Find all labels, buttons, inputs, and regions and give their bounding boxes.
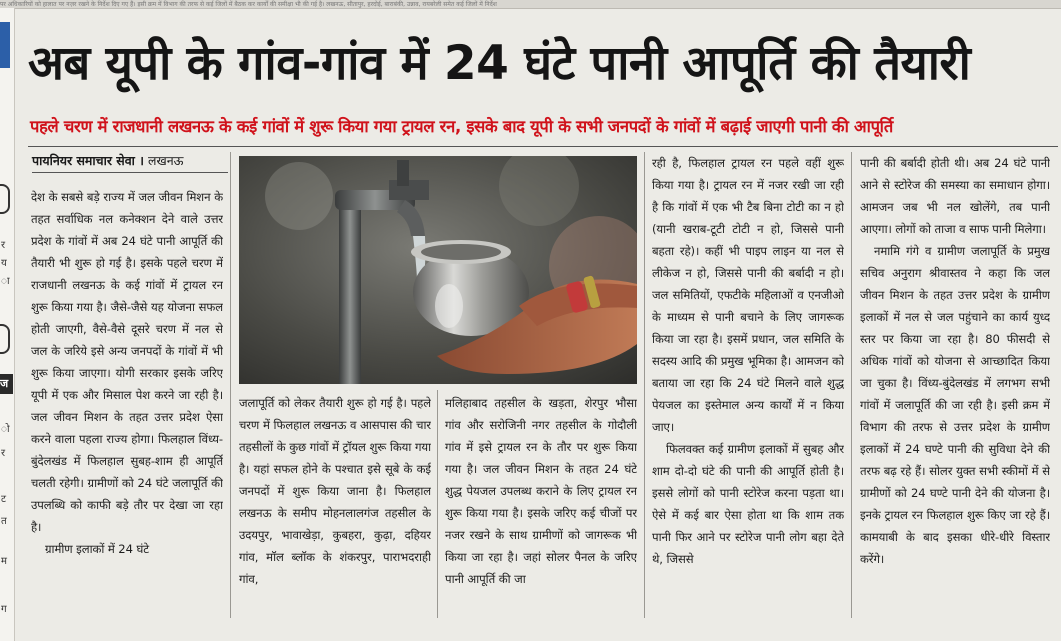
tap-water-illustration bbox=[239, 156, 637, 384]
subhead-rule bbox=[28, 146, 1058, 147]
article-column-3 bbox=[445, 392, 637, 618]
adjacent-fragment: ट bbox=[1, 494, 7, 505]
col1-para-2: ग्रामीण इलाकों में 24 घंटे bbox=[45, 542, 149, 556]
adjacent-fragment: य bbox=[1, 258, 7, 269]
adjacent-fragment: र bbox=[1, 448, 6, 459]
col1-para-1: देश के सबसे बड़े राज्य में जल जीवन मिशन के तहत सर्वाधिक नल कनेक्शन देने वाले उत्तर प्रदेश के गांवों में अब 24 घंटे पानी आपूर्ति की तैयारी भी शुरू हो गई है। इसके पहले चरण में राजधानी लखनऊ के कई गांवों में ट्रायल रन शुरू किया गया है। जैसे-जैसे यह योजना सफल होती जाएगी, वैसे-वैसे दूसरे चरण में नल से जल के जरिये इसे अन्य जनपदों के गांवों में भी शुरू किया जाएगा। योगी सरकार इसके जरिए यूपी में एक और मिसाल पेश करने जा रही है। जल जीवन मिशन के तहत उत्तर प्रदेश ऐसा करने वाला पहला राज्य होगा। फिलहाल विंध्य-बुंदेलखंड में फिलहाल सुबह-शाम ही आपूर्ति चलती रहेगी। ग्रामीणों को 24 घंटे जलापूर्ति की उपलब्धि को काफी बड़े तौर पर देखा जा रहा है। bbox=[31, 190, 223, 534]
adjacent-page-edge bbox=[0, 8, 15, 641]
adjacent-fragment: त bbox=[1, 516, 7, 527]
pipe bbox=[339, 196, 361, 384]
adjacent-ring-shape bbox=[0, 184, 10, 214]
article-column-4 bbox=[652, 152, 844, 618]
adjacent-ring-shape bbox=[0, 324, 10, 354]
adjacent-dark-box: ज bbox=[0, 374, 13, 394]
adjacent-fragment: ा bbox=[1, 276, 10, 287]
col4-para-2: फिलवक्त कई ग्रामीण इलाकों में सुबह और शाम दो-दो घंटे की पानी की आपूर्ति होती है। इससे लोगों को पानी स्टोरेज करना पड़ता था। ऐसे में कई बार ऐसा होता था कि शाम तक पानी फिर आने पर स्टोरेज पानी लोग बहा देते थे, जिससे bbox=[652, 442, 844, 566]
byline-rule bbox=[32, 172, 228, 173]
adjacent-fragment: र bbox=[1, 240, 6, 251]
tap-handle bbox=[397, 160, 409, 186]
byline-city: लखनऊ bbox=[148, 153, 184, 168]
col3-para-1: मलिहाबाद तहसील के खड़ता, शेरपुर भौसा गांव और सरोजिनी नगर तहसील के गोदौली गांव में इसे ट्रायल रन के तौर पर शुरू किया गया है। जल जीवन मिशन के तहत 24 घंटे शुद्ध पेयजल उपलब्ध कराने के लिए ट्रायल रन शुरू किया गया है। इसके जरिए कई चीजों पर नजर रखने के साथ ग्रामीणों को जागरूक भी किया जा रहा है। जहां सोलर पैनल के जरिए पानी आपूर्ति की जा bbox=[445, 396, 637, 586]
col4-para-1: रही है, फिलहाल ट्रायल रन पहले वहीं शुरू किया गया है। ट्रायल रन में नजर रखी जा रही है कि गांवों में एक भी टैब बिना टोटी का न हो (यानी खराब-टूटी टोटी न हो, जिससे पानी बहता रहे)। कहीं भी पाइप लाइन या नल से लीकेज न हो, जिससे पानी की बर्बादी न हो। जल समितियों, एफटीके महिलाओं व एनजीओ के माध्यम से पानी बचाने के लिए जागरूक किया जा रहा है। इसमें प्रधान, जल समिति के सदस्य आदि की प्रमुख भूमिका है। आमजन को बताया जा रहा कि 24 घंटे मिलने वाले शुद्ध पेयजल का इस्तेमाल अन्य कार्यों में न किया जाए। bbox=[652, 156, 844, 434]
tap-water-photo bbox=[239, 156, 637, 384]
adjacent-fragment: ो bbox=[1, 424, 10, 435]
col5-para-1: पानी की बर्बादी होती थी। अब 24 घंटे पानी आने से स्टोरेज की समस्या का समाधान होगा। आमजन जब भी नल खोलेंगे, तब पानी आएगा। लोगों को ताजा व साफ पानी मिलेगा। bbox=[860, 156, 1050, 236]
column-divider bbox=[437, 390, 438, 618]
column-divider bbox=[230, 152, 231, 618]
adjacent-blue-block bbox=[0, 22, 10, 68]
adjacent-fragment: म bbox=[1, 556, 7, 567]
subheadline: पहले चरण में राजधानी लखनऊ के कई गांवों में शुरू किया गया ट्रायल रन, इसके बाद यूपी के सभी जनपदों के गांवों में बढ़ाई जाएगी पानी की आपूर्ति bbox=[30, 117, 894, 136]
byline bbox=[32, 150, 232, 172]
column-divider bbox=[644, 152, 645, 618]
article-column-2 bbox=[239, 392, 431, 618]
byline-agency: पायनियर समाचार सेवा । bbox=[32, 153, 145, 168]
column-divider bbox=[851, 152, 852, 618]
col2-para-1: जलापूर्ति को लेकर तैयारी शुरू हो गई है। पहले चरण में फिलहाल लखनऊ व आसपास की चार तहसीलों के कुछ गांवों में ट्रॉयल शुरू किया गया है। यहां सफल होने के पश्चात इसे सूबे के कई जनपदों में शुरू किया जाना है। फिलहाल लखनऊ के समीप मोहनलालगंज तहसील के उदयपुर, भावाखेड़ा, कुबहरा, कुढ़ा, दहियर गांव, मॉल ब्लॉक के शंकरपुर, पाराभदराही गांव, bbox=[239, 396, 431, 586]
adjacent-fragment: ग bbox=[1, 604, 7, 615]
previous-article-strip: पर अधिकारियों को हालात पर नज़र रखने के निर्देश दिए गए हैं। इसी क्रम में विभाग की तरफ से कई जिलों में बैठक कर कार्यों की समीक्षा भी की गई है। लखनऊ, सीतापुर, हरदोई, बाराबंकी, उन्नाव, रायबरेली समेत कई जिलों में निर्देश bbox=[0, 0, 1061, 9]
article-column-5 bbox=[860, 152, 1050, 618]
headline: अब यूपी के गांव-गांव में 24 घंटे पानी आपूर्ति की तैयारी bbox=[28, 36, 971, 91]
article-column-1 bbox=[31, 186, 223, 618]
col5-para-2: नमामि गंगे व ग्रामीण जलापूर्ति के प्रमुख सचिव अनुराग श्रीवास्तव ने कहा कि जल जीवन मिशन के तहत उत्तर प्रदेश के ग्रामीण इलाकों में नल से जल पहुंचाने का कार्य युध्द स्तर पर किया जा रहा है। 80 फीसदी से अधिक गांवों को योजना से आच्छादित किया जा चुका है। विंध्य-बुंदेलखंड में लगभग सभी गांवों में जलापूर्ति की जा रही है। इसी क्रम में विभाग की तरफ से उत्तर प्रदेश के ग्रामीण इलाकों में 24 घण्टे पानी की सुविधा देने की तरफ बढ़ रहे हैं। सोलर युक्त सभी स्कीमों में से ग्रामीणों को 24 घण्टे पानी देने की योजना है। इनके ट्रायल रन फिलहाल शुरू किए जा रहे हैं। कामयाबी के बाद इसका धीरे-धीरे विस्तार करेंगे। bbox=[860, 244, 1050, 566]
